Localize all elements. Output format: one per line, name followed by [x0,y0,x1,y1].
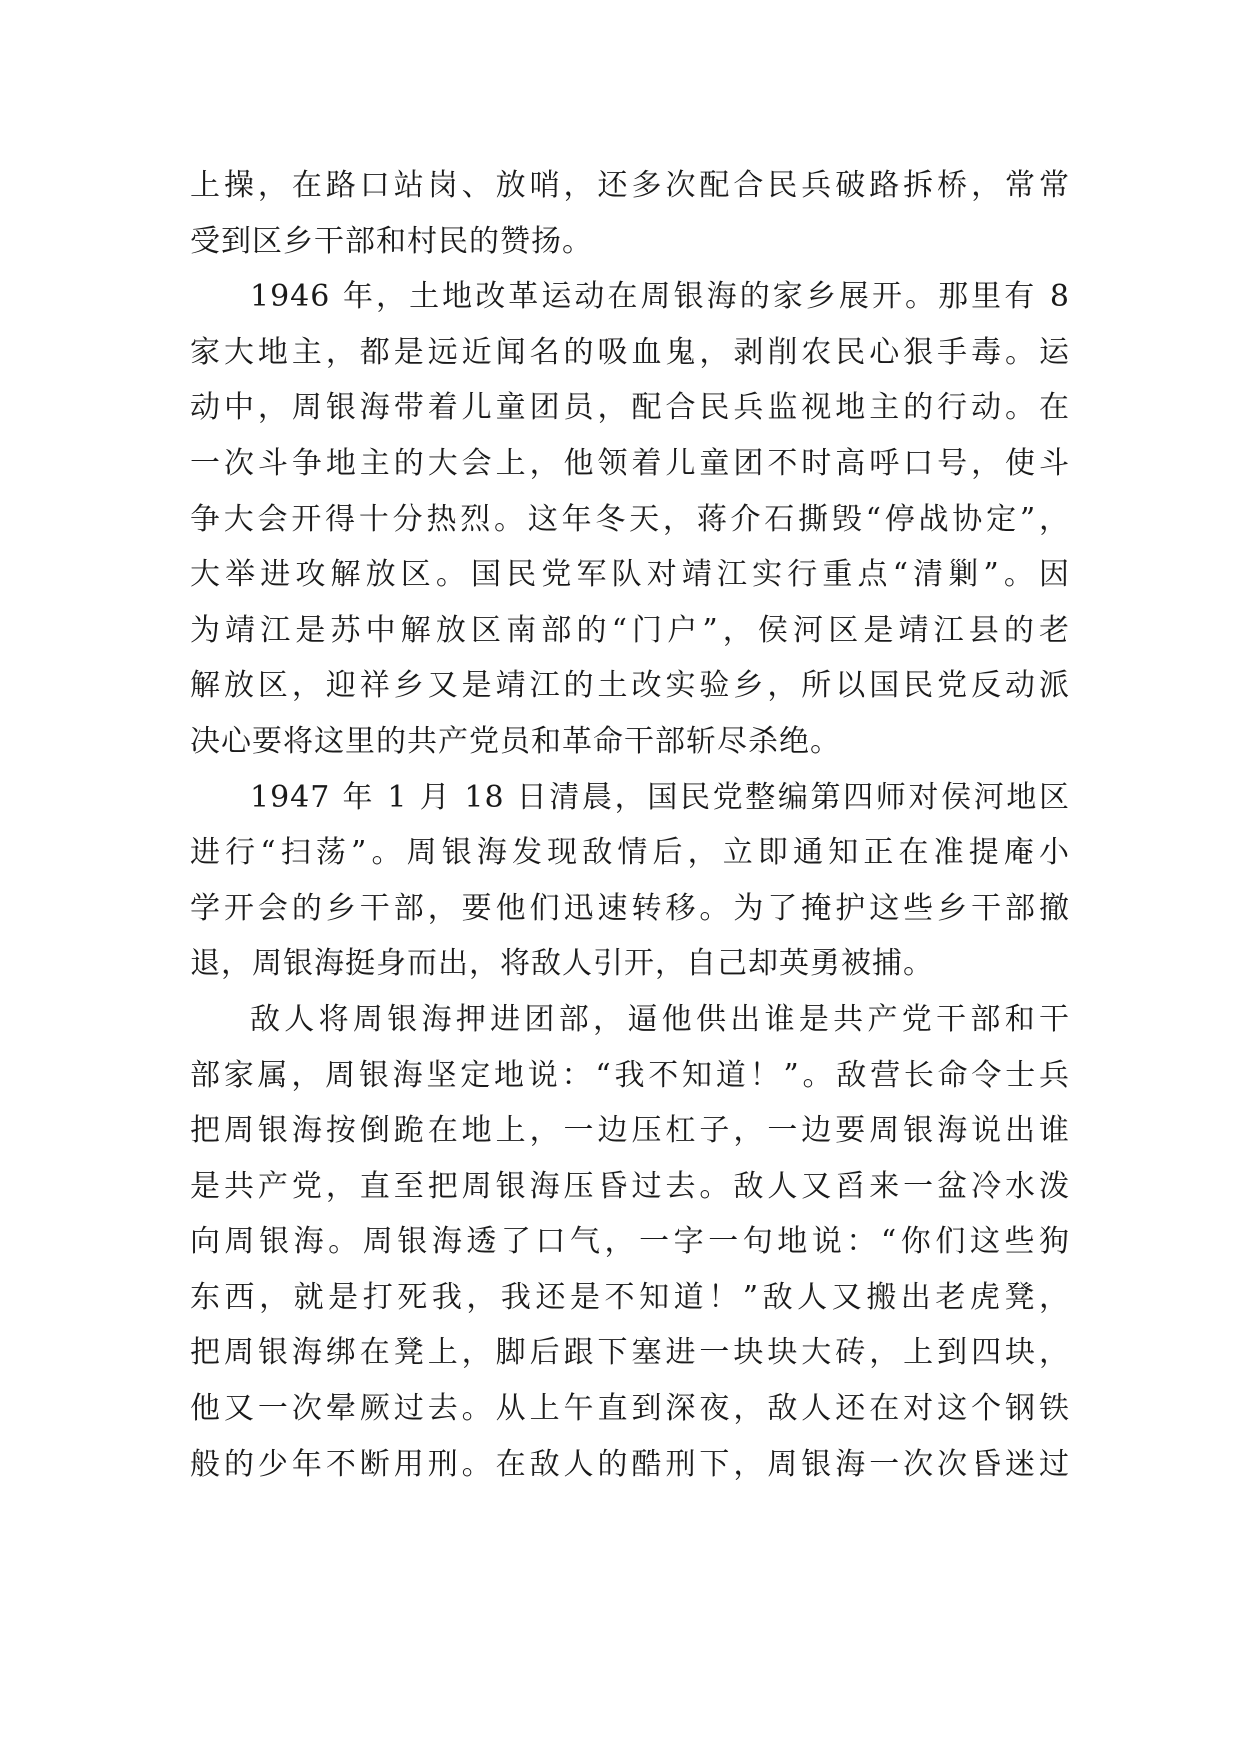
text-line: 把周银海绑在凳上，脚后跟下塞进一块块大砖，上到四块， [190,1335,1070,1371]
text-line: 争大会开得十分热烈。这年冬天，蒋介石撕毁“停战协定”， [190,501,1070,537]
text-line: 1947 年 1 月 18 日清晨，国民党整编第四师对侯河地区 [250,779,1070,815]
text-line: 他又一次晕厥过去。从上午直到深夜，敌人还在对这个钢铁 [190,1391,1070,1427]
text-line: 解放区，迎祥乡又是靖江的土改实验乡，所以国民党反动派 [190,668,1070,704]
text-line: 为靖江是苏中解放区南部的“门户”，侯河区是靖江县的老 [190,612,1070,648]
text-line: 大举进攻解放区。国民党军队对靖江实行重点“清剿”。因 [190,557,1070,593]
text-line: 敌人将周银海押进团部，逼他供出谁是共产党干部和干 [250,1001,1070,1037]
text-line: 东西，就是打死我，我还是不知道！”敌人又搬出老虎凳， [190,1279,1070,1315]
text-line: 般的少年不断用刑。在敌人的酷刑下，周银海一次次昏迷过 [190,1446,1070,1482]
text-line: 学开会的乡干部，要他们迅速转移。为了掩护这些乡干部撤 [190,890,1070,926]
text-line: 1946 年，土地改革运动在周银海的家乡展开。那里有 8 [250,279,1070,315]
body-text [190,158,1070,1492]
text-line: 动中，周银海带着儿童团员，配合民兵监视地主的行动。在 [190,390,1070,426]
text-line: 进行“扫荡”。周银海发现敌情后，立即通知正在准提庵小 [190,835,1070,871]
text-line: 受到区乡干部和村民的赞扬。 [190,223,593,259]
text-line: 退，周银海挺身而出，将敌人引开，自己却英勇被捕。 [190,946,934,982]
text-line: 上操，在路口站岗、放哨，还多次配合民兵破路拆桥，常常 [190,168,1070,203]
text-line: 是共产党，直至把周银海压昏过去。敌人又舀来一盆冷水泼 [190,1168,1070,1204]
text-line: 部家属，周银海坚定地说：“我不知道！”。敌营长命令士兵 [190,1057,1070,1093]
text-line: 把周银海按倒跪在地上，一边压杠子，一边要周银海说出谁 [190,1113,1070,1149]
text-line: 一次斗争地主的大会上，他领着儿童团不时高呼口号，使斗 [190,445,1070,481]
text-line: 家大地主，都是远近闻名的吸血鬼，剥削农民心狠手毒。运 [190,334,1070,370]
text-line: 决心要将这里的共产党员和革命干部斩尽杀绝。 [190,723,841,759]
text-line: 向周银海。周银海透了口气，一字一句地说：“你们这些狗 [190,1224,1070,1260]
